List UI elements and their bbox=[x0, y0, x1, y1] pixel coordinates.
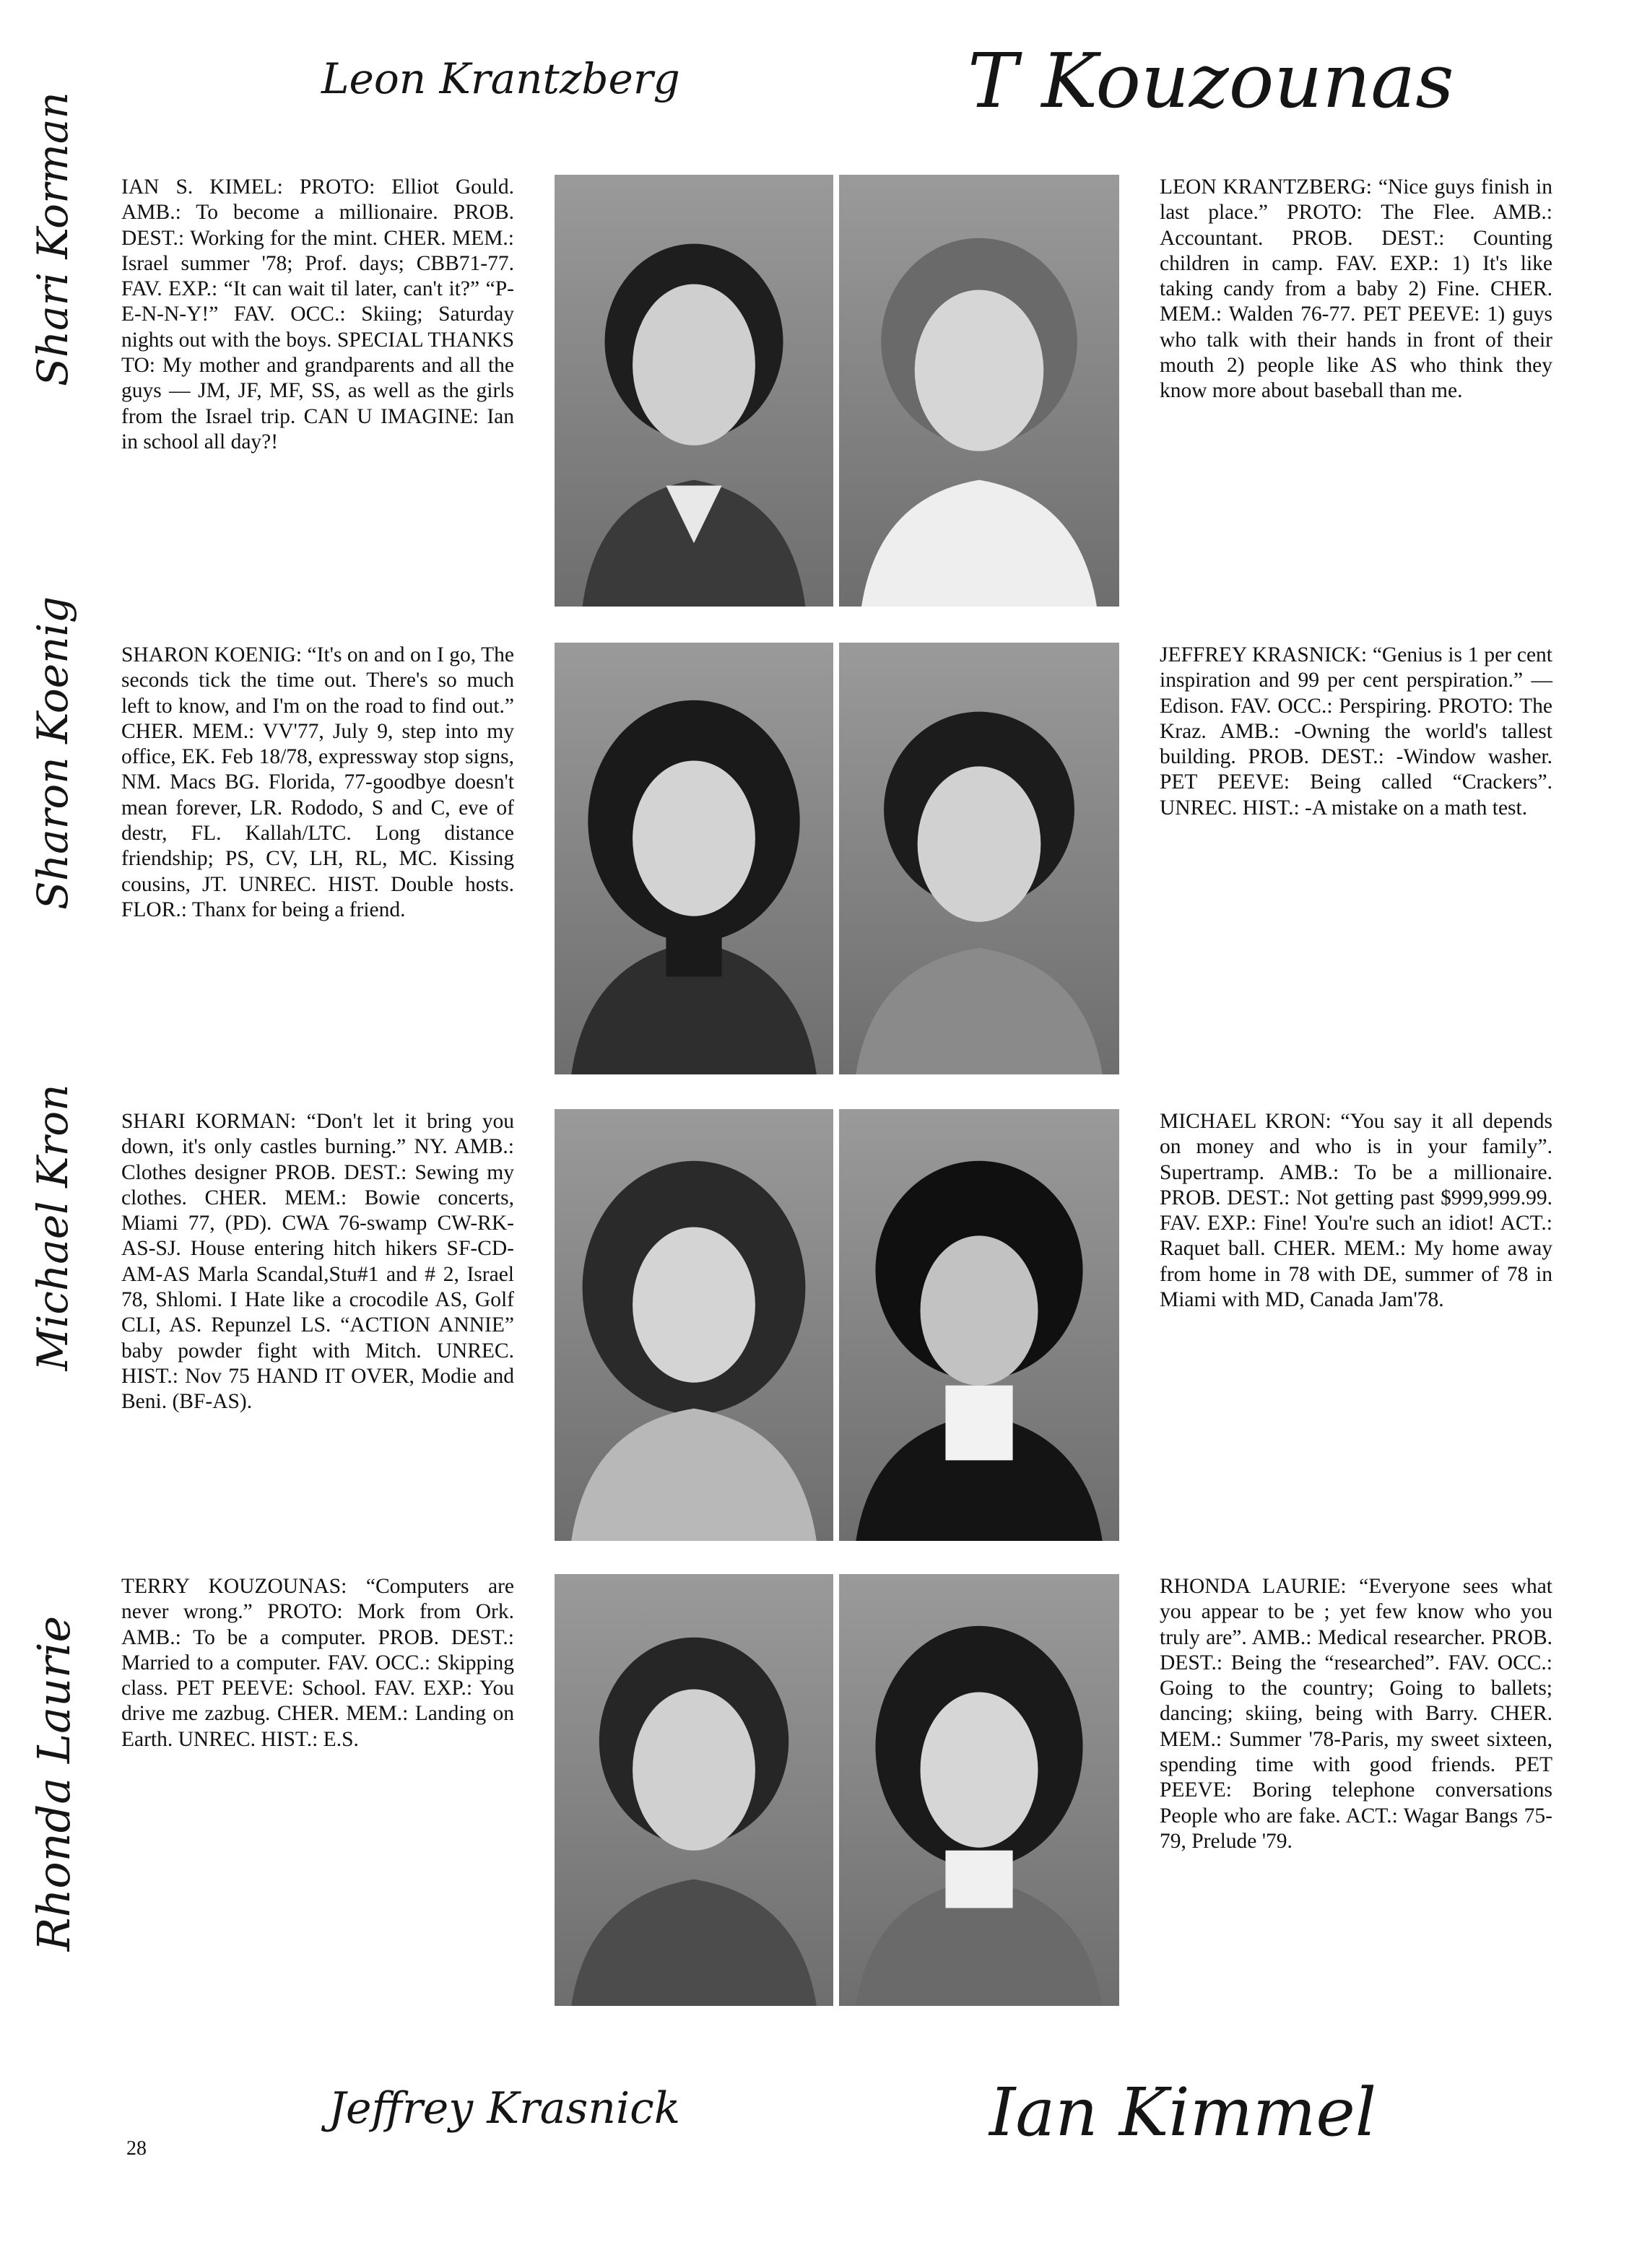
bio-ian-kimel: IAN S. KIMEL: PROTO: Elliot Gould. AMB.: To become a millionaire. PROB. DEST.: Working for the mint. CHER. MEM.: Israel summer '78; Prof. days; CBB71-77. FAV. EXP.: “It can wait til later, can't it?” “P-E-N-N-Y!” FAV. OCC.: Skiing; Saturday nights out with the boys. SPECIAL THANKS TO: My mother and grandparents and all the guys — JM, JF, MF, SS, as well as the girls from the Israel trip. CAN U IMAGINE: Ian in school all day?! bbox=[121, 175, 514, 453]
bio-michael-kron: MICHAEL KRON: “You say it all depends on money and who is in your family”. Supertramp. AMB.: To be a millionaire. PROB. DEST.: Not getting past $999,999.99. FAV. EXP.: Fine! You're such an idiot! ACT.: Raquet ball. CHER. MEM.: My home away from home in 78 with DE, summer of 78 in Miami with MD, Canada Jam'78. bbox=[1160, 1110, 1552, 1312]
portrait-photo bbox=[555, 643, 833, 1074]
portrait-photo bbox=[555, 175, 833, 607]
portrait-photo bbox=[555, 1109, 833, 1541]
signature-side-3: Michael Kron bbox=[28, 1084, 77, 1371]
portrait-photo bbox=[555, 1574, 833, 2006]
portrait-photo bbox=[839, 175, 1119, 607]
bio-shari-korman: SHARI KORMAN: “Don't let it bring you down, it's only castles burning.” NY. AMB.: Clothes designer PROB. DEST.: Sewing my clothes. CHER. MEM.: Bowie concerts, Miami 77, (PD). CWA 76-swamp CW-RK-AS-SJ. House entering hitch hikers SF-CD-AM-AS Marla Scandal,Stu#1 and # 2, Israel 78, Shlomi. I Hate like a crocodile AS, Golf CLI, AS. Repunzel LS. “ACTION ANNIE” baby powder fight with Mitch. UNREC. HIST.: Nov 75 HAND IT OVER, Modie and Beni. (BF-AS). bbox=[121, 1110, 514, 1414]
bio-leon-krantzberg: LEON KRANTZBERG: “Nice guys finish in last place.” PROTO: The Flee. AMB.: Accountant. PROB. DEST.: Counting children in camp. FAV. EXP.: 1) It's like taking candy from a baby 2) Fine. CHER. MEM.: Walden 76-77. PET PEEVE: 1) guys who talk with their hands in front of their mouth 2) people like AS who think they know more about baseball than me. bbox=[1160, 175, 1552, 403]
bio-rhonda-laurie: RHONDA LAURIE: “Everyone sees what you appear to be ; yet few know who you truly are”. AMB.: Medical researcher. PROB. DEST.: Being the “researched”. FAV. OCC.: Going to the country; Going to ballets; dancing; skiing, being with Barry. CHER. MEM.: Summer '78-Paris, my sweet sixteen, spending time with good friends. PET PEEVE: Boring telephone conversations People who are fake. ACT.: Wagar Bangs 75-79, Prelude '79. bbox=[1160, 1575, 1552, 1853]
signature-top-right: T Kouzounas bbox=[968, 37, 1454, 125]
signature-side-1: Shari Korman bbox=[28, 92, 77, 386]
page-number: 28 bbox=[126, 2137, 147, 2160]
signature-side-4: Rhonda Laurie bbox=[27, 1615, 80, 1952]
signature-top-left: Leon Krantzberg bbox=[321, 54, 680, 103]
portrait-photo bbox=[839, 643, 1119, 1074]
bio-jeffrey-krasnick: JEFFREY KRASNICK: “Genius is 1 per cent inspiration and 99 per cent perspiration.” —Edison. FAV. OCC.: Perspiring. PROTO: The Kraz. AMB.: -Owning the world's tallest building. PROB. DEST.: -Window washer. PET PEEVE: Being called “Crackers”. UNREC. HIST.: -A mistake on a math test. bbox=[1160, 643, 1552, 820]
portrait-photo bbox=[839, 1574, 1119, 2006]
signature-side-2: Sharon Koenig bbox=[28, 596, 77, 910]
portrait-photo bbox=[839, 1109, 1119, 1541]
bio-sharon-koenig: SHARON KOENIG: “It's on and on I go, The seconds tick the time out. There's so much left to know, and I'm on the road to find out.” CHER. MEM.: VV'77, July 9, step into my office, EK. Feb 18/78, expressway stop signs, NM. Macs BG. Florida, 77-goodbye doesn't mean forever, LR. Rododo, S and C, eve of destr, FL. Kallah/LTC. Long distance friendship; PS, CV, LH, RL, MC. Kissing cousins, JT. UNREC. HIST. Double hosts. FLOR.: Thanx for being a friend. bbox=[121, 643, 514, 921]
signature-bottom-right: Ian Kimmel bbox=[989, 2074, 1377, 2151]
signature-bottom-left: Jeffrey Krasnick bbox=[329, 2083, 681, 2134]
bio-terry-kouzounas: TERRY KOUZOUNAS: “Computers are never wrong.” PROTO: Mork from Ork. AMB.: To be a computer. PROB. DEST.: Married to a computer. FAV. OCC.: Skipping class. PET PEEVE: School. FAV. EXP.: You drive me zazbug. CHER. MEM.: Landing on Earth. UNREC. HIST.: E.S. bbox=[121, 1575, 514, 1751]
